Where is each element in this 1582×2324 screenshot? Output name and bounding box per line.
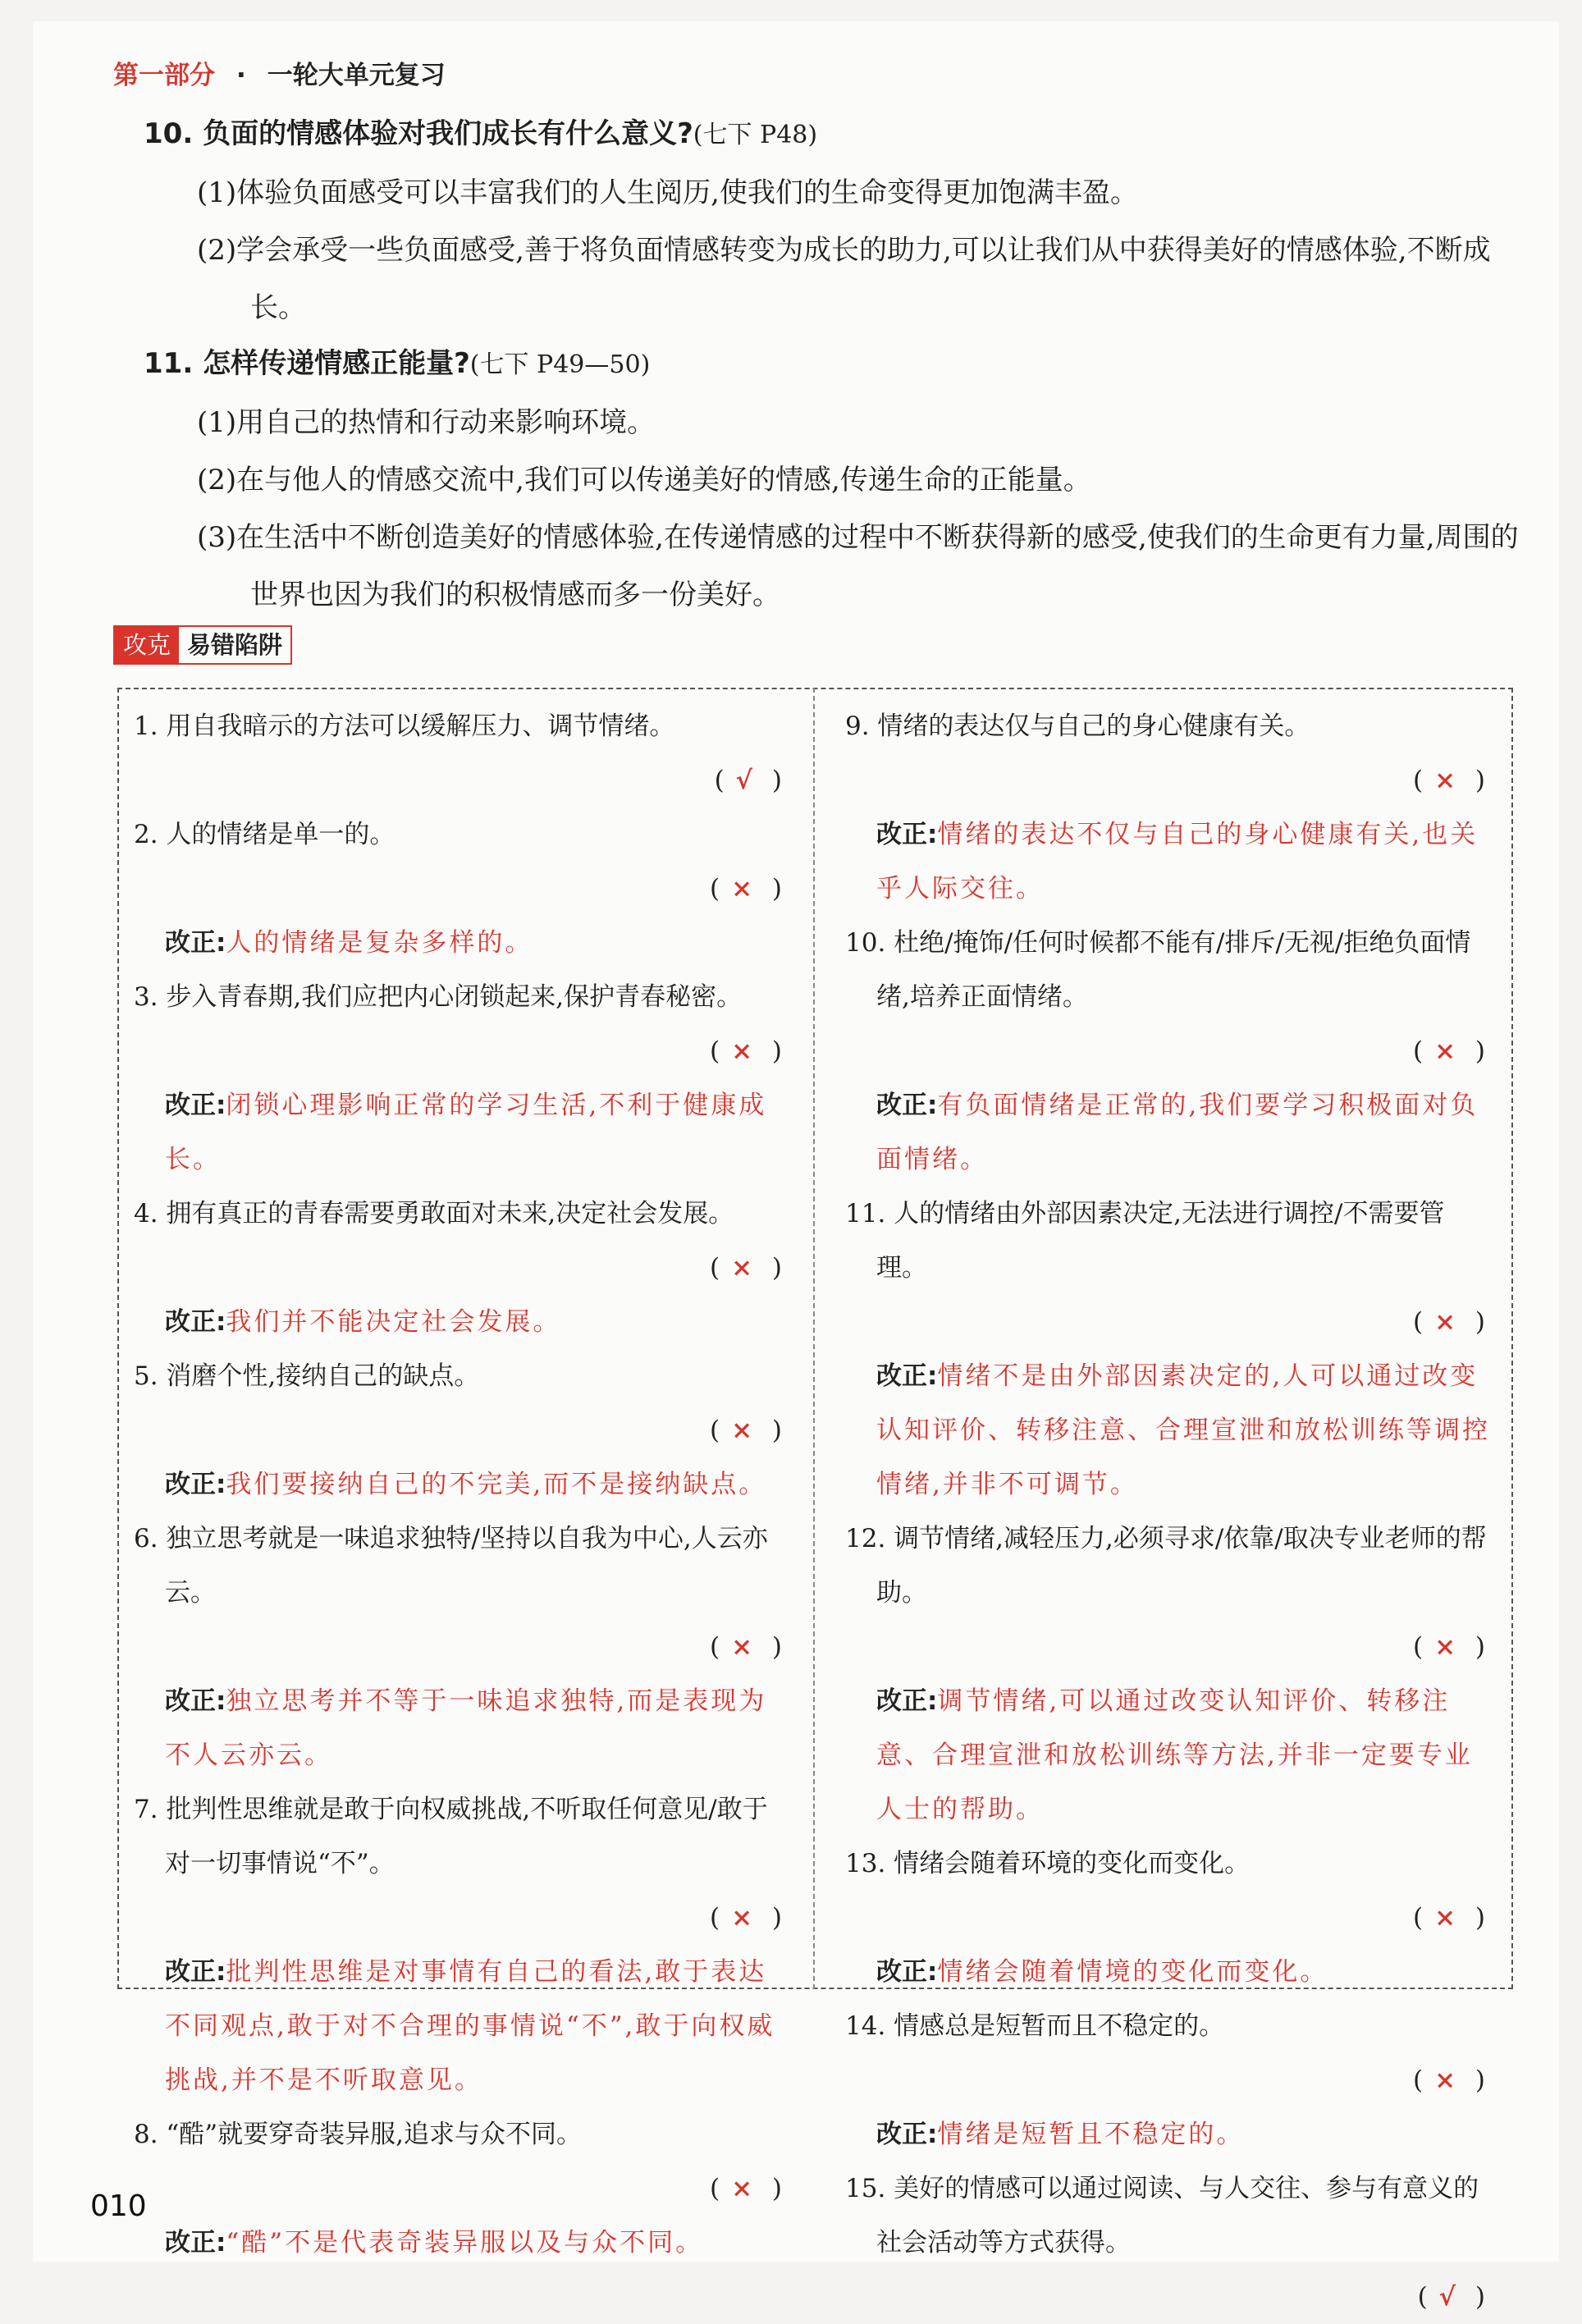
bracket-open: ( [709,1416,729,1445]
trap-item [134,1782,790,2107]
correction-label: 改正: [876,1686,938,1716]
statement-text: 15. 美好的情感可以通过阅读、与人交往、参与有意义的社会活动等方式获得。 [845,2174,1479,2258]
judgement-mark [165,1024,790,1078]
correction-text: 独立思考并不等于一味追求独特,而是表现为不人云亦云。 [165,1686,767,1770]
bracket-close: ) [756,2174,790,2203]
bracket-open: ( [1412,1903,1432,1933]
correction [845,1349,1493,1512]
cross-mark-icon: × [731,1036,753,1066]
correction [845,807,1493,916]
judgement-mark [165,1891,790,1945]
badge-tag: 攻克 [115,627,179,663]
trap-statement [134,807,790,916]
trap-item [134,2107,790,2270]
page-number: 010 [90,2189,147,2223]
trap-statement [845,1187,1493,1349]
correction-label: 改正: [165,1470,226,1499]
correction-label: 改正: [165,2228,226,2258]
trap-item [134,699,790,807]
bracket-close: ) [1459,1632,1493,1662]
bracket-open: ( [709,1253,729,1283]
correction-label: 改正: [165,928,226,958]
trap-item [134,807,790,970]
check-mark-icon: √ [735,766,753,795]
bracket-open: ( [1412,766,1432,795]
judgement-mark [165,753,790,807]
correction [845,1945,1493,1999]
correction-text: 有负面情绪是正常的,我们要学习积极面对负面情绪。 [876,1091,1479,1174]
question-11 [144,335,1530,624]
cross-mark-icon: × [731,1903,753,1933]
cross-mark-icon: × [731,1253,753,1283]
cross-mark-icon: × [731,2174,753,2203]
bracket-close: ) [756,874,790,904]
cross-mark-icon: × [1434,2066,1456,2095]
correction [134,1674,790,1782]
bracket-open: ( [709,1632,729,1662]
judgement-mark [165,1403,790,1457]
correction-text: 闭锁心理影响正常的学习生活,不利于健康成长。 [165,1091,767,1174]
correction [845,1674,1493,1837]
bracket-close: ) [756,1416,790,1445]
bracket-open: ( [1412,1036,1432,1066]
judgement-mark [876,1620,1493,1674]
trap-item [845,1512,1493,1837]
statement-text: 14. 情感总是短暂而且不稳定的。 [845,2011,1225,2041]
statement-text: 1. 用自我暗示的方法可以缓解压力、调节情绪。 [134,711,675,741]
trap-statement [845,916,1493,1078]
question-text: 10. 负面的情感体验对我们成长有什么意义? [144,117,693,150]
running-header [113,54,446,91]
trap-statement [134,1349,790,1457]
correction-text: 我们要接纳自己的不完美,而不是接纳缺点。 [226,1470,767,1499]
bracket-open: ( [1417,2282,1436,2312]
correction-text: 情绪会随着情境的变化而变化。 [937,1957,1328,1987]
trap-statement [845,699,1493,807]
statement-text: 2. 人的情绪是单一的。 [134,820,396,849]
question-text: 11. 怎样传递情感正能量? [144,347,470,380]
correction-text: 我们并不能决定社会发展。 [226,1307,561,1337]
correction-text: “酷”不是代表奇装异服以及与众不同。 [226,2228,704,2258]
trap-item [134,1349,790,1512]
cross-mark-icon: × [731,1632,753,1662]
correction-label: 改正: [876,1091,938,1120]
correction-text: 情绪的表达不仅与自己的身心健康有关,也关乎人际交往。 [876,820,1479,904]
correction-label: 改正: [165,1686,226,1716]
badge-title: 易错陷阱 [187,631,283,659]
check-mark-icon: √ [1438,2282,1456,2312]
statement-text: 6. 独立思考就是一味追求独特/坚持以自我为中心,人云亦云。 [134,1524,768,1608]
bracket-open: ( [714,766,733,795]
statement-text: 11. 人的情绪由外部因素决定,无法进行调控/不需要管理。 [845,1199,1445,1283]
cross-mark-icon: × [731,1416,753,1445]
cross-mark-icon: × [1434,1036,1456,1066]
statement-text: 3. 步入青春期,我们应把内心闭锁起来,保护青春秘密。 [134,982,743,1012]
trap-statement [845,1999,1493,2107]
bracket-close: ) [1459,2282,1493,2312]
right-column [845,699,1493,2324]
trap-item [134,1512,790,1782]
statement-text: 4. 拥有真正的青春需要勇敢面对未来,决定社会发展。 [134,1199,734,1228]
judgement-mark [876,1024,1493,1078]
trap-item [845,916,1493,1187]
bracket-close: ) [1459,2066,1493,2095]
correction [134,1078,790,1187]
answer-point: (1)用自己的热情和行动来影响环境。 [197,406,656,439]
judgement-mark [876,2270,1493,2324]
bracket-close: ) [756,1903,790,1933]
trap-item [845,1187,1493,1512]
trap-statement [134,970,790,1078]
trap-statement [134,699,790,807]
bracket-open: ( [1412,1632,1432,1662]
correction [134,1457,790,1512]
judgement-mark [165,862,790,916]
statement-text: 12. 调节情绪,减轻压力,必须寻求/依靠/取决专业老师的帮助。 [845,1524,1487,1608]
cross-mark-icon: × [1434,1632,1456,1662]
header-separator: · [236,61,246,90]
trap-statement [134,1782,790,1945]
correction-text: 情绪不是由外部因素决定的,人可以通过改变认知评价、转移注意、合理宣泄和放松训练等调控情绪,并非不可调节。 [876,1361,1490,1499]
question-title [144,105,1530,164]
trap-item [134,970,790,1187]
question-title [144,335,1530,394]
bracket-open: ( [709,2174,729,2203]
trap-statement [134,2107,790,2216]
bracket-open: ( [709,1903,729,1933]
correction-text: 调节情绪,可以通过改变认知评价、转移注意、合理宣泄和放松训练等方法,并非一定要专业人士的帮助。 [876,1686,1473,1824]
correction [845,1078,1493,1187]
question-10 [144,105,1530,336]
correction-text: 情绪是短暂且不稳定的。 [937,2120,1245,2149]
correction-text: 批判性思维是对事情有自己的看法,敢于表达不同观点,敢于对不合理的事情说“不”,敢于向权威挑战,并不是不听取意见。 [165,1957,775,2095]
trap-statement [845,1512,1493,1674]
trap-item [134,1187,790,1349]
section-subtitle: 一轮大单元复习 [267,61,446,90]
correction [134,2216,790,2270]
statement-text: 13. 情绪会随着环境的变化而变化。 [845,1849,1251,1878]
trap-item [845,2162,1493,2324]
statement-text: 5. 消磨个性,接纳自己的缺点。 [134,1361,480,1391]
trap-statement [134,1512,790,1674]
judgement-mark [876,753,1493,807]
textbook-ref: (七下 P48) [693,121,818,149]
answer-point: (2)在与他人的情感交流中,我们可以传递美好的情感,传递生命的正能量。 [197,464,1091,496]
column-divider [813,688,815,1989]
bracket-close: ) [1459,766,1493,795]
cross-mark-icon: × [1434,766,1456,795]
bracket-close: ) [1459,1036,1493,1066]
statement-text: 10. 杜绝/掩饰/任何时候都不能有/排斥/无视/拒绝负面情绪,培养正面情绪。 [845,928,1471,1012]
judgement-mark [165,1241,790,1295]
bracket-close: ) [1459,1307,1493,1337]
correction-label: 改正: [165,1307,226,1337]
section-badge [113,625,292,665]
correction-label: 改正: [876,1957,938,1987]
judgement-mark [165,1620,790,1674]
trap-statement [845,1837,1493,1945]
trap-item [845,1999,1493,2162]
statement-text: 9. 情绪的表达仅与自己的身心健康有关。 [845,711,1310,741]
answer-point: (2)学会承受一些负面感受,善于将负面情感转变为成长的助力,可以让我们从中获得美好的情感体验,不断成长。 [197,234,1491,324]
answer-point: (1)体验负面感受可以丰富我们的人生阅历,使我们的生命变得更加饱满丰盈。 [197,176,1138,209]
correction-label: 改正: [165,1091,226,1120]
correction [134,1945,790,2107]
bracket-close: ) [756,766,790,795]
bracket-open: ( [709,1036,729,1066]
correction-label: 改正: [876,820,938,849]
judgement-mark [876,1295,1493,1349]
bracket-close: ) [756,1253,790,1283]
bracket-close: ) [1459,1903,1493,1933]
bracket-close: ) [756,1036,790,1066]
bracket-open: ( [1412,1307,1432,1337]
statement-text: 7. 批判性思维就是敢于向权威挑战,不听取任何意见/敢于对一切事情说“不”。 [134,1795,768,1878]
trap-item [845,699,1493,916]
statement-text: 8. “酷”就要穿奇装异服,追求与众不同。 [134,2120,582,2149]
textbook-ref: (七下 P49—50) [469,350,651,379]
bracket-open: ( [1412,2066,1432,2095]
judgement-mark [876,2053,1493,2107]
cross-mark-icon: × [1434,1307,1456,1337]
answer-point: (3)在生活中不断创造美好的情感体验,在传递情感的过程中不断获得新的感受,使我们的生命更有力量,周围的世界也因为我们的积极情感而多一份美好。 [197,521,1519,611]
judgement-mark [876,1891,1493,1945]
correction-label: 改正: [165,1957,226,1987]
trap-statement [134,1187,790,1295]
bracket-close: ) [756,1632,790,1662]
left-column [134,699,790,2270]
correction-label: 改正: [876,1361,938,1391]
part-label: 第一部分 [113,61,215,90]
correction [845,2107,1493,2162]
cross-mark-icon: × [1434,1903,1456,1933]
correction-label: 改正: [876,2120,938,2149]
judgement-mark [165,2162,790,2216]
cross-mark-icon: × [731,874,753,904]
correction [134,1295,790,1349]
correction [134,916,790,970]
trap-item [845,1837,1493,1999]
bracket-open: ( [709,874,729,904]
correction-text: 人的情绪是复杂多样的。 [226,928,533,958]
trap-statement [845,2162,1493,2324]
